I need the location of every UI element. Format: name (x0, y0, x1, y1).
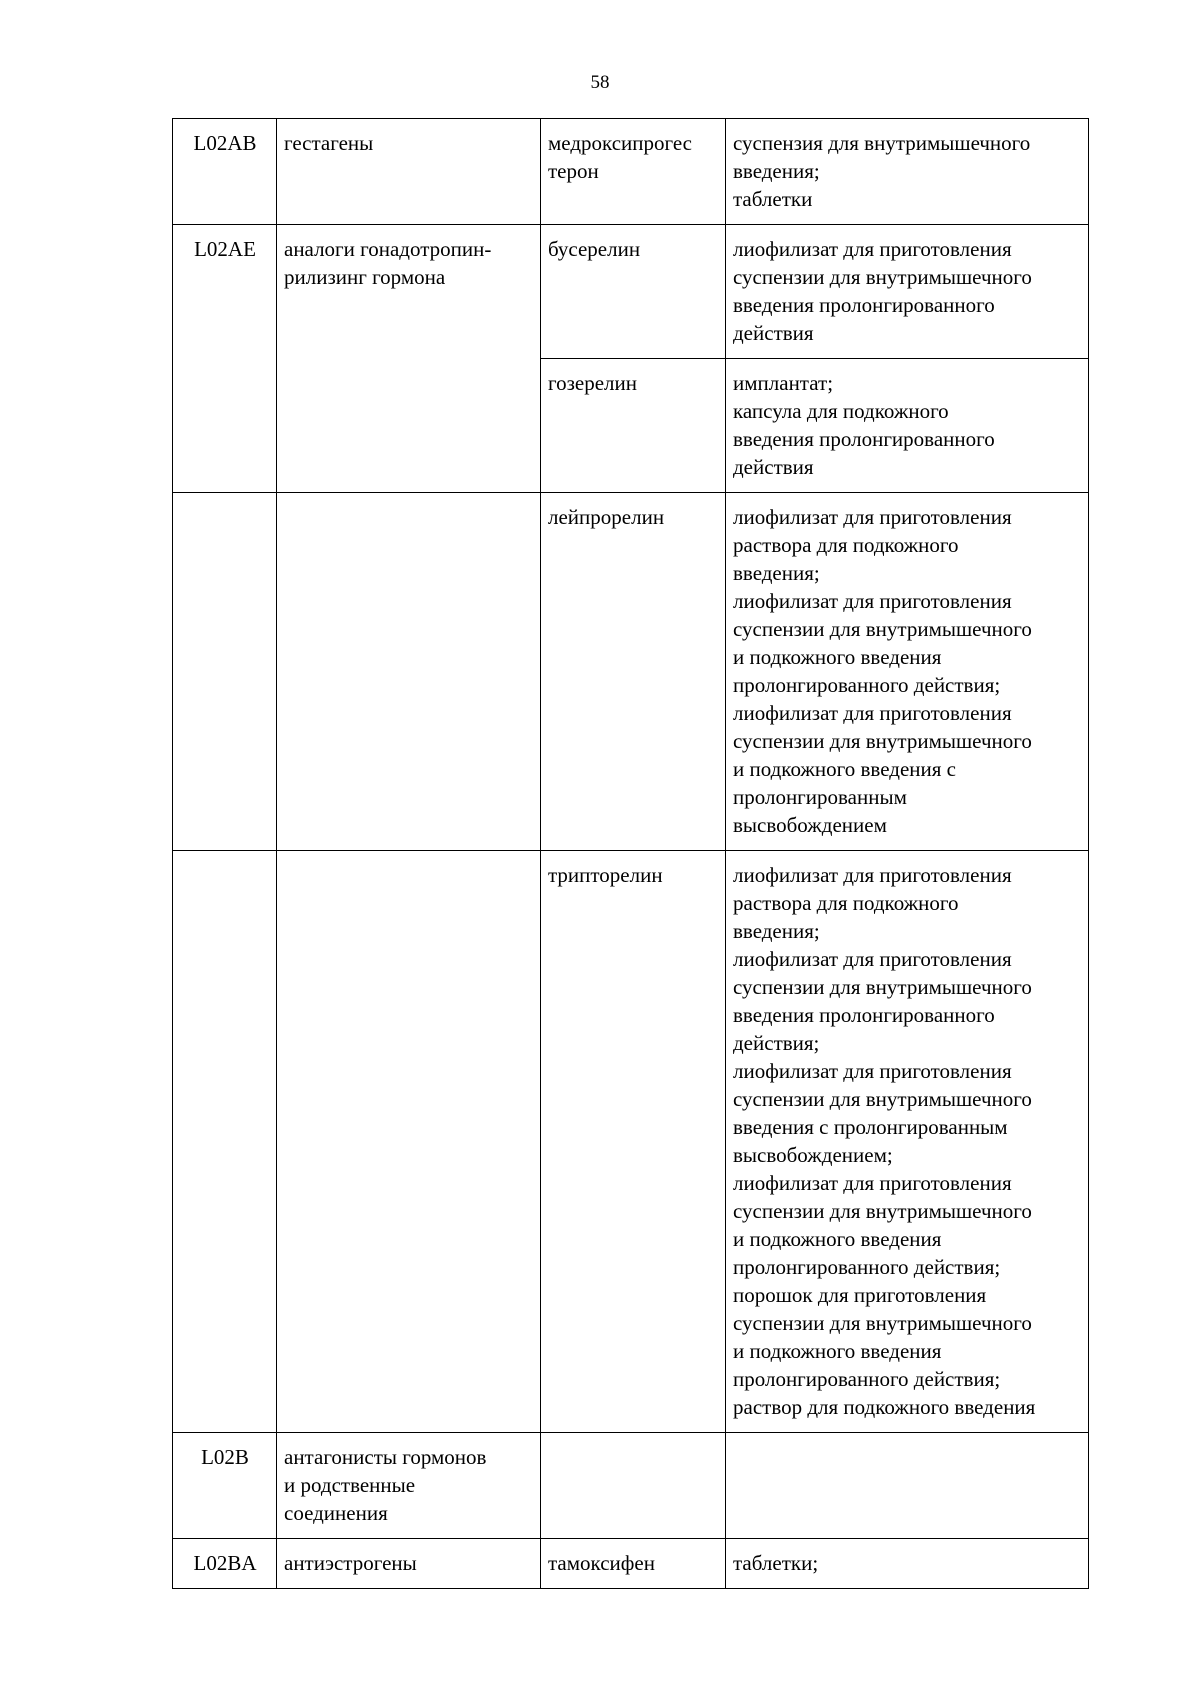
form-line: суспензии для внутримышечного (733, 975, 1032, 999)
group-line: и родственные (284, 1473, 416, 1497)
form-line: высвобождением; (733, 1143, 893, 1167)
page-number: 58 (590, 72, 610, 93)
form-line: введения пролонгированного (733, 293, 995, 317)
form-line: суспензии для внутримышечного (733, 265, 1032, 289)
drug-line: лейпрорелин (548, 505, 665, 529)
drug-line: медроксипрогес (548, 131, 692, 155)
form-line: пролонгированного действия; (733, 1367, 1001, 1391)
dosage-form-cell (726, 119, 1089, 225)
form-line: имплантат; (733, 371, 834, 395)
form-line: действия (733, 321, 814, 345)
form-line: и подкожного введения с (733, 757, 956, 781)
atc-code-cell (173, 1433, 277, 1539)
form-line: капсула для подкожного (733, 399, 949, 423)
drug-line: тамоксифен (548, 1551, 655, 1575)
form-line: действия (733, 455, 814, 479)
drug-table (172, 118, 1089, 1589)
dosage-form-cell (726, 1539, 1089, 1589)
group-line: соединения (284, 1501, 388, 1525)
form-line: лиофилизат для приготовления (733, 947, 1012, 971)
form-line: введения пролонгированного (733, 427, 995, 451)
form-line: введения; (733, 159, 820, 183)
table-row (173, 1433, 1089, 1539)
atc-code: L02BA (193, 1551, 257, 1575)
group-cell (277, 851, 541, 1433)
dosage-form-cell (726, 851, 1089, 1433)
group-cell (277, 225, 541, 493)
form-line: введения с пролонгированным (733, 1115, 1008, 1139)
form-line: таблетки (733, 187, 813, 211)
atc-code: L02AB (193, 131, 257, 155)
drug-cell (541, 851, 726, 1433)
form-line: таблетки; (733, 1551, 819, 1575)
drug-cell (541, 225, 726, 359)
table-row (173, 1539, 1089, 1589)
form-line: и подкожного введения (733, 645, 942, 669)
form-line: пролонгированного действия; (733, 673, 1001, 697)
form-line: пролонгированным (733, 785, 907, 809)
table-row (173, 851, 1089, 1433)
form-line: лиофилизат для приготовления (733, 863, 1012, 887)
drug-cell (541, 493, 726, 851)
group-line: антагонисты гормонов (284, 1445, 487, 1469)
form-line: введения пролонгированного (733, 1003, 995, 1027)
table-row (173, 119, 1089, 225)
dosage-form-cell (726, 225, 1089, 359)
group-cell (277, 1433, 541, 1539)
drug-line: бусерелин (548, 237, 641, 261)
form-line: раствора для подкожного (733, 533, 959, 557)
table-row (173, 493, 1089, 851)
group-line: антиэстрогены (284, 1551, 417, 1575)
atc-code: L02B (201, 1445, 249, 1469)
form-line: раствора для подкожного (733, 891, 959, 915)
form-line: суспензия для внутримышечного (733, 131, 1031, 155)
table-row (173, 225, 1089, 359)
form-line: введения; (733, 561, 820, 585)
group-line: аналоги гонадотропин- (284, 237, 492, 261)
form-line: действия; (733, 1031, 820, 1055)
form-line: лиофилизат для приготовления (733, 237, 1012, 261)
atc-code-cell (173, 225, 277, 493)
drug-line: гозерелин (548, 371, 637, 395)
atc-code-cell (173, 119, 277, 225)
drug-cell (541, 1539, 726, 1589)
drug-cell (541, 1433, 726, 1539)
form-line: высвобождением (733, 813, 887, 837)
form-line: суспензии для внутримышечного (733, 1087, 1032, 1111)
form-line: лиофилизат для приготовления (733, 505, 1012, 529)
drug-cell (541, 119, 726, 225)
form-line: суспензии для внутримышечного (733, 1311, 1032, 1335)
atc-code-cell (173, 851, 277, 1433)
form-line: суспензии для внутримышечного (733, 729, 1032, 753)
group-cell (277, 1539, 541, 1589)
form-line: лиофилизат для приготовления (733, 1059, 1012, 1083)
form-line: суспензии для внутримышечного (733, 1199, 1032, 1223)
group-line: гестагены (284, 131, 374, 155)
form-line: введения; (733, 919, 820, 943)
atc-code-cell (173, 493, 277, 851)
dosage-form-cell (726, 1433, 1089, 1539)
group-line: рилизинг гормона (284, 265, 446, 289)
form-line: лиофилизат для приготовления (733, 1171, 1012, 1195)
form-line: лиофилизат для приготовления (733, 701, 1012, 725)
dosage-form-cell (726, 493, 1089, 851)
form-line: лиофилизат для приготовления (733, 589, 1012, 613)
group-cell (277, 493, 541, 851)
drug-line: терон (548, 159, 599, 183)
form-line: раствор для подкожного введения (733, 1395, 1036, 1419)
dosage-form-cell (726, 359, 1089, 493)
atc-code: L02AE (194, 237, 256, 261)
form-line: пролонгированного действия; (733, 1255, 1001, 1279)
drug-line: трипторелин (548, 863, 663, 887)
group-cell (277, 119, 541, 225)
drug-cell (541, 359, 726, 493)
form-line: и подкожного введения (733, 1339, 942, 1363)
form-line: и подкожного введения (733, 1227, 942, 1251)
atc-code-cell (173, 1539, 277, 1589)
form-line: порошок для приготовления (733, 1283, 987, 1307)
form-line: суспензии для внутримышечного (733, 617, 1032, 641)
